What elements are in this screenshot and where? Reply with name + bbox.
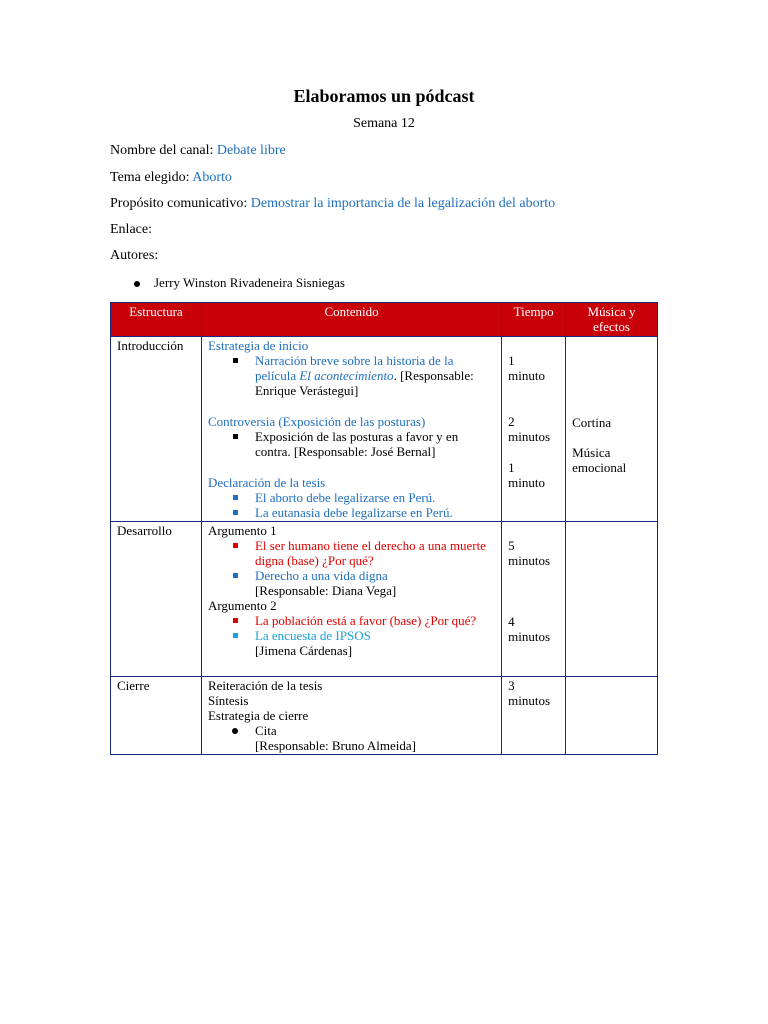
item-text: Exposición de las posturas a favor y en contra. [Responsable: José Bernal] bbox=[254, 429, 459, 459]
canal-value: Debate libre bbox=[216, 143, 286, 158]
cell-contenido bbox=[201, 337, 501, 522]
closing-line: Síntesis bbox=[207, 693, 249, 708]
cell-musica bbox=[566, 522, 658, 677]
time-value: 3 minutos bbox=[508, 678, 551, 708]
header-contenido: Contenido bbox=[201, 303, 501, 337]
cell-tiempo bbox=[502, 337, 566, 522]
time-value: 1 minuto bbox=[508, 353, 545, 383]
cell-musica bbox=[566, 677, 658, 755]
responsible-text: [Responsable: Diana Vega] bbox=[254, 583, 397, 598]
responsible-text: [Jimena Cárdenas] bbox=[254, 643, 353, 658]
list-item bbox=[208, 353, 495, 398]
list-item bbox=[208, 538, 495, 568]
proposito-label: Propósito comunicativo: bbox=[110, 196, 248, 211]
item-text: La población está a favor (base) ¿Por qué? bbox=[254, 613, 477, 628]
field-enlace bbox=[110, 222, 152, 238]
item-text: La eutanasia debe legalizarse en Perú. bbox=[254, 505, 453, 520]
enlace-label: Enlace: bbox=[110, 222, 152, 237]
table-row-cierre bbox=[111, 677, 658, 755]
responsible-text: [Responsable: Bruno Almeida] bbox=[254, 738, 416, 753]
section-title: Controversia (Exposición de las posturas) bbox=[207, 414, 426, 429]
item-text: La encuesta de IPSOS bbox=[254, 628, 371, 643]
header-musica: Música y efectos bbox=[566, 303, 658, 337]
canal-label: Nombre del canal: bbox=[110, 143, 214, 158]
table-row-introduccion bbox=[111, 337, 658, 522]
item-text-tail: . [Responsable: Enrique Verástegui] bbox=[254, 368, 474, 398]
square-bullet-icon bbox=[233, 510, 238, 515]
podcast-plan-table bbox=[110, 302, 658, 755]
time-value: 2 minutos bbox=[508, 414, 551, 444]
closing-line: Reiteración de la tesis bbox=[207, 678, 323, 693]
square-bullet-icon bbox=[233, 358, 238, 363]
bullet-icon bbox=[232, 728, 238, 734]
cell-contenido bbox=[201, 522, 501, 677]
list-item bbox=[208, 429, 495, 459]
field-autores bbox=[110, 248, 158, 264]
cell-tiempo bbox=[502, 522, 566, 677]
field-canal bbox=[110, 143, 286, 159]
bullet-icon bbox=[134, 281, 140, 287]
tema-label: Tema elegido: bbox=[110, 170, 190, 185]
field-tema bbox=[110, 170, 232, 186]
square-bullet-icon bbox=[233, 543, 238, 548]
time-value: 4 minutos bbox=[508, 614, 551, 644]
list-item bbox=[208, 613, 495, 628]
item-text: Cita bbox=[254, 723, 277, 738]
list-item bbox=[208, 505, 495, 520]
music-value: Cortina bbox=[572, 415, 612, 430]
argument-title: Argumento 1 bbox=[207, 523, 277, 538]
page-title: Elaboramos un pódcast bbox=[293, 86, 475, 106]
cell-estructura: Desarrollo bbox=[111, 522, 202, 677]
argument-title: Argumento 2 bbox=[207, 598, 277, 613]
list-item bbox=[208, 568, 495, 583]
item-text: El ser humano tiene el derecho a una muerte digna (base) ¿Por qué? bbox=[254, 538, 486, 568]
table-header-row bbox=[111, 303, 658, 337]
time-value: 5 minutos bbox=[508, 538, 551, 568]
item-text: Narración breve sobre la historia de la película bbox=[254, 353, 454, 383]
author-name: Jerry Winston Rivadeneira Sisniegas bbox=[154, 275, 345, 290]
section-title: Estrategia de inicio bbox=[207, 338, 309, 353]
square-bullet-icon bbox=[233, 633, 238, 638]
list-item bbox=[208, 723, 495, 738]
field-proposito bbox=[110, 196, 555, 212]
square-bullet-icon bbox=[233, 434, 238, 439]
tema-value: Aborto bbox=[192, 170, 232, 185]
section-title: Declaración de la tesis bbox=[207, 475, 326, 490]
header-estructura: Estructura bbox=[111, 303, 202, 337]
table-row-desarrollo bbox=[111, 522, 658, 677]
autores-label: Autores: bbox=[110, 248, 159, 263]
page-subtitle: Semana 12 bbox=[353, 116, 415, 131]
cell-estructura: Introducción bbox=[111, 337, 202, 522]
cell-estructura: Cierre bbox=[111, 677, 202, 755]
list-item bbox=[208, 628, 495, 643]
square-bullet-icon bbox=[233, 573, 238, 578]
header-tiempo: Tiempo bbox=[502, 303, 566, 337]
time-value: 1 minuto bbox=[508, 460, 545, 490]
cell-contenido bbox=[201, 677, 501, 755]
cell-musica bbox=[566, 337, 658, 522]
music-value: Música emocional bbox=[572, 445, 627, 475]
item-text: Derecho a una vida digna bbox=[254, 568, 388, 583]
closing-line: Estrategia de cierre bbox=[207, 708, 309, 723]
square-bullet-icon bbox=[233, 495, 238, 500]
author-list-item bbox=[134, 275, 345, 291]
cell-tiempo bbox=[502, 677, 566, 755]
item-italic-text: El acontecimiento bbox=[299, 368, 394, 383]
proposito-value: Demostrar la importancia de la legalización del aborto bbox=[250, 196, 556, 211]
list-item bbox=[208, 490, 495, 505]
item-text: El aborto debe legalizarse en Perú. bbox=[254, 490, 436, 505]
square-bullet-icon bbox=[233, 618, 238, 623]
